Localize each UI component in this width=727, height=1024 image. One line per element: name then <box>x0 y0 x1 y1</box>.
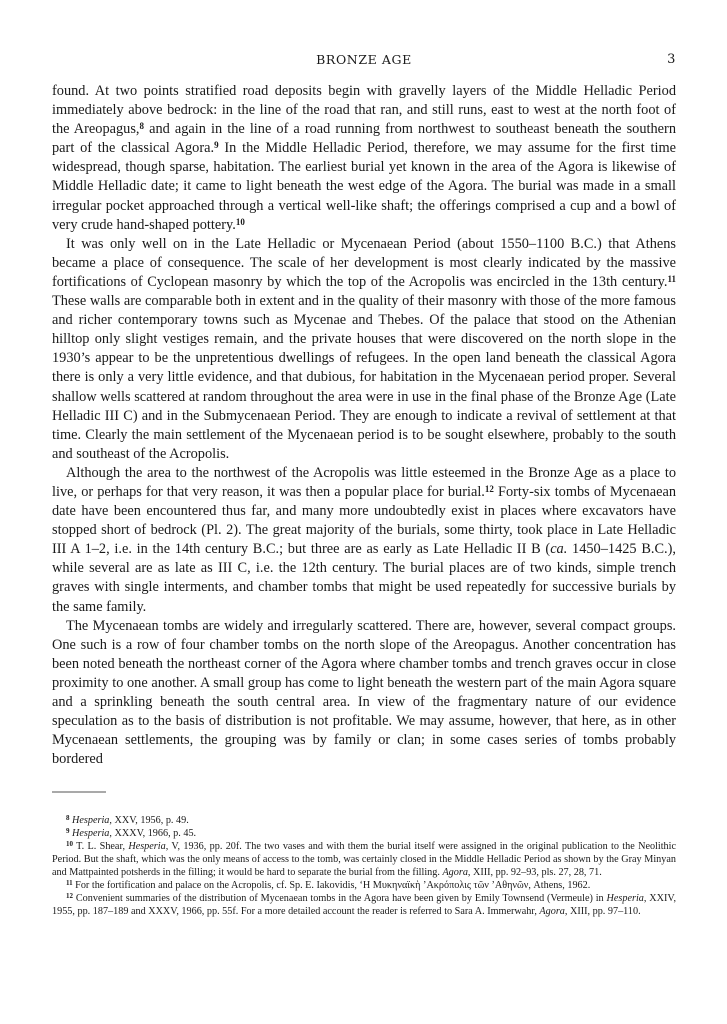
italic-text: Hesperia <box>72 828 110 840</box>
page <box>52 52 676 919</box>
footnote-ref: 12 <box>484 483 494 494</box>
footnote-ref: 11 <box>667 273 676 284</box>
italic-text: ca. <box>550 541 568 558</box>
footnote <box>52 893 676 919</box>
paragraph <box>52 235 676 464</box>
footnote <box>52 815 676 828</box>
text-run: , XXV, 1956, p. 49. <box>109 815 189 827</box>
footnotes <box>52 815 676 918</box>
footnote-ref: 8 <box>66 814 70 823</box>
text-run: T. L. Shear, <box>73 841 129 853</box>
text-run: It was only well on in the Late Helladic or Mycenaean Period (about 1550–1100 B.C.) that Athens became a place of consequence. The scale of her development is most clearly indicated by the massive fortifications of Cyclopean masonry by which the top of the Acropolis was encircled in the 13th century. <box>52 235 676 290</box>
running-head <box>52 52 676 72</box>
text-run: Forty-six tombs of Mycenaean date have been encountered thus far, and many more undoubtedly exist in places where excavators have stopped short of bedrock (Pl. 2). The great majority of the burials, some thirty, took place in Late Helladic III A 1–2, i.e. in the 14th century B.C.; but three are as early as Late Helladic II B ( <box>52 483 677 558</box>
text-run: These walls are comparable both in extent and in the quality of their masonry with those of the more famous and richer contemporary towns such as Mycenae and Thebes. Of the palace that stood on the Athenian hilltop only slight vestiges remain, and the private houses that were discovered on the north slope in the 1930’s appear to be the unpretentious dwellings of refugees. In the open land beneath the classical Agora there is only a very little evidence, and that dubious, for habitation in the Mycenaean period proper. Several shallow wells scattered at random throughout the area were in use in the final phase of the Bronze Age (Late Helladic III C) and in the Submycenaean Period. They are enough to indicate a revival of settlement at that time. Clearly the main settlement of the Mycenaean period is to be sought elsewhere, probably to the south and southeast of the Acropolis. <box>52 293 676 462</box>
paragraph <box>52 617 676 770</box>
footnote-ref: 9 <box>214 140 219 151</box>
footnote-ref: 10 <box>66 840 73 849</box>
italic-text: Hesperia <box>72 815 110 827</box>
footnote-ref: 10 <box>235 216 245 227</box>
body-text <box>52 82 676 769</box>
footnote-rule <box>52 791 106 793</box>
italic-text: Hesperia <box>128 841 166 853</box>
text-run: Convenient summaries of the distribution of Mycenaean tombs in the Agora have been given by Emily Townsend (Vermeule) in <box>73 892 607 904</box>
text-run: 1450–1425 B.C.), while several are as late as III C, i.e. the 12th century. The burial places are of two kinds, simple trench graves with single interments, and chamber tombs that might be used repeatedly for successive burials by the same family. <box>52 541 676 615</box>
text-run: , XIII, pp. 97–110. <box>564 905 641 917</box>
italic-text: Agora <box>442 867 468 878</box>
footnote <box>52 828 676 841</box>
text-run: , XXXV, 1966, p. 45. <box>109 828 197 840</box>
footnote-ref: 8 <box>139 121 145 132</box>
footnote-ref: 12 <box>66 891 73 900</box>
text-run: , XIII, pp. 92–93, pls. 27, 28, 71. <box>467 867 602 878</box>
footnote <box>52 880 676 893</box>
running-title: BRONZE AGE <box>316 52 412 67</box>
text-run: In the Middle Helladic Period, therefore, we may assume for the first time widespread, though sparse, habitation. The earliest burial yet known in the area of the Agora is likewise of Middle Helladic date; it came to light beneath the west edge of the Agora. The burial was made in a small irregular pocket approached through a vertical well-like shaft; the offerings comprised a cup and a bowl of very crude hand-shaped pottery. <box>52 140 677 233</box>
text-run: The Mycenaean tombs are widely and irregularly scattered. There are, however, several compact groups. One such is a row of four chamber tombs on the north slope of the Areopagus. Another concentration has been noted beneath the northeast corner of the Agora where chamber tombs and trench graves occur in close proximity to one another. A small group has come to light beneath the western part of the main Agora square and a sprinkling beneath the south central area. In view of the fragmentary nature of our evidence speculation as to the basis of distribution is not profitable. We may assume, however, that here, as in other Mycenaean settlements, the grouping was by family or clan; in some cases series of tombs probably bordered <box>52 617 676 768</box>
footnote <box>52 841 676 880</box>
text-run: found. At two points stratified road deposits begin with gravelly layers of the Middle Helladic Period immediately above bedrock: in the line of the road that ran, and still runs, east to west at the north foot of the Areopagus, <box>52 83 676 138</box>
footnote-ref: 9 <box>66 827 70 836</box>
text-run: For the fortification and palace on the Acropolis, cf. Sp. E. Iakovidis, ‘Η Μυκηναϊκὴ ’Ακρόπολις τῶν ’Αθηνῶν, Athens, 1962. <box>72 879 591 891</box>
paragraph <box>52 464 676 617</box>
text-run: , XXIV, 1955, pp. 187–189 and XXXV, 1966, pp. 55f. For a more detailed account the reader is referred to Sara A. Immerwahr, <box>52 892 677 917</box>
text-run: Although the area to the northwest of the Acropolis was little esteemed in the Bronze Age as a place to live, or perhaps for that very reason, it was then a popular place for burial. <box>52 464 676 500</box>
footnote-ref: 11 <box>66 878 73 887</box>
paragraph <box>52 82 676 235</box>
text-run: and again in the line of a road running from northwest to southeast beneath the southern part of the classical Agora. <box>52 121 676 157</box>
page-number: 3 <box>667 52 676 67</box>
italic-text: Agora <box>539 905 565 917</box>
text-run: , V, 1936, pp. 20f. The two vases and with them the burial itself were assigned in the original publication to the Neolithic Period. But the shaft, which was the only means of access to the tomb, was certainly closed in the Middle Helladic Period as shown by the Gray Minyan and Mattpainted potsherds in the filling; it would be hard to separate the burial from the filling. <box>52 841 676 878</box>
italic-text: Hesperia <box>606 892 644 904</box>
